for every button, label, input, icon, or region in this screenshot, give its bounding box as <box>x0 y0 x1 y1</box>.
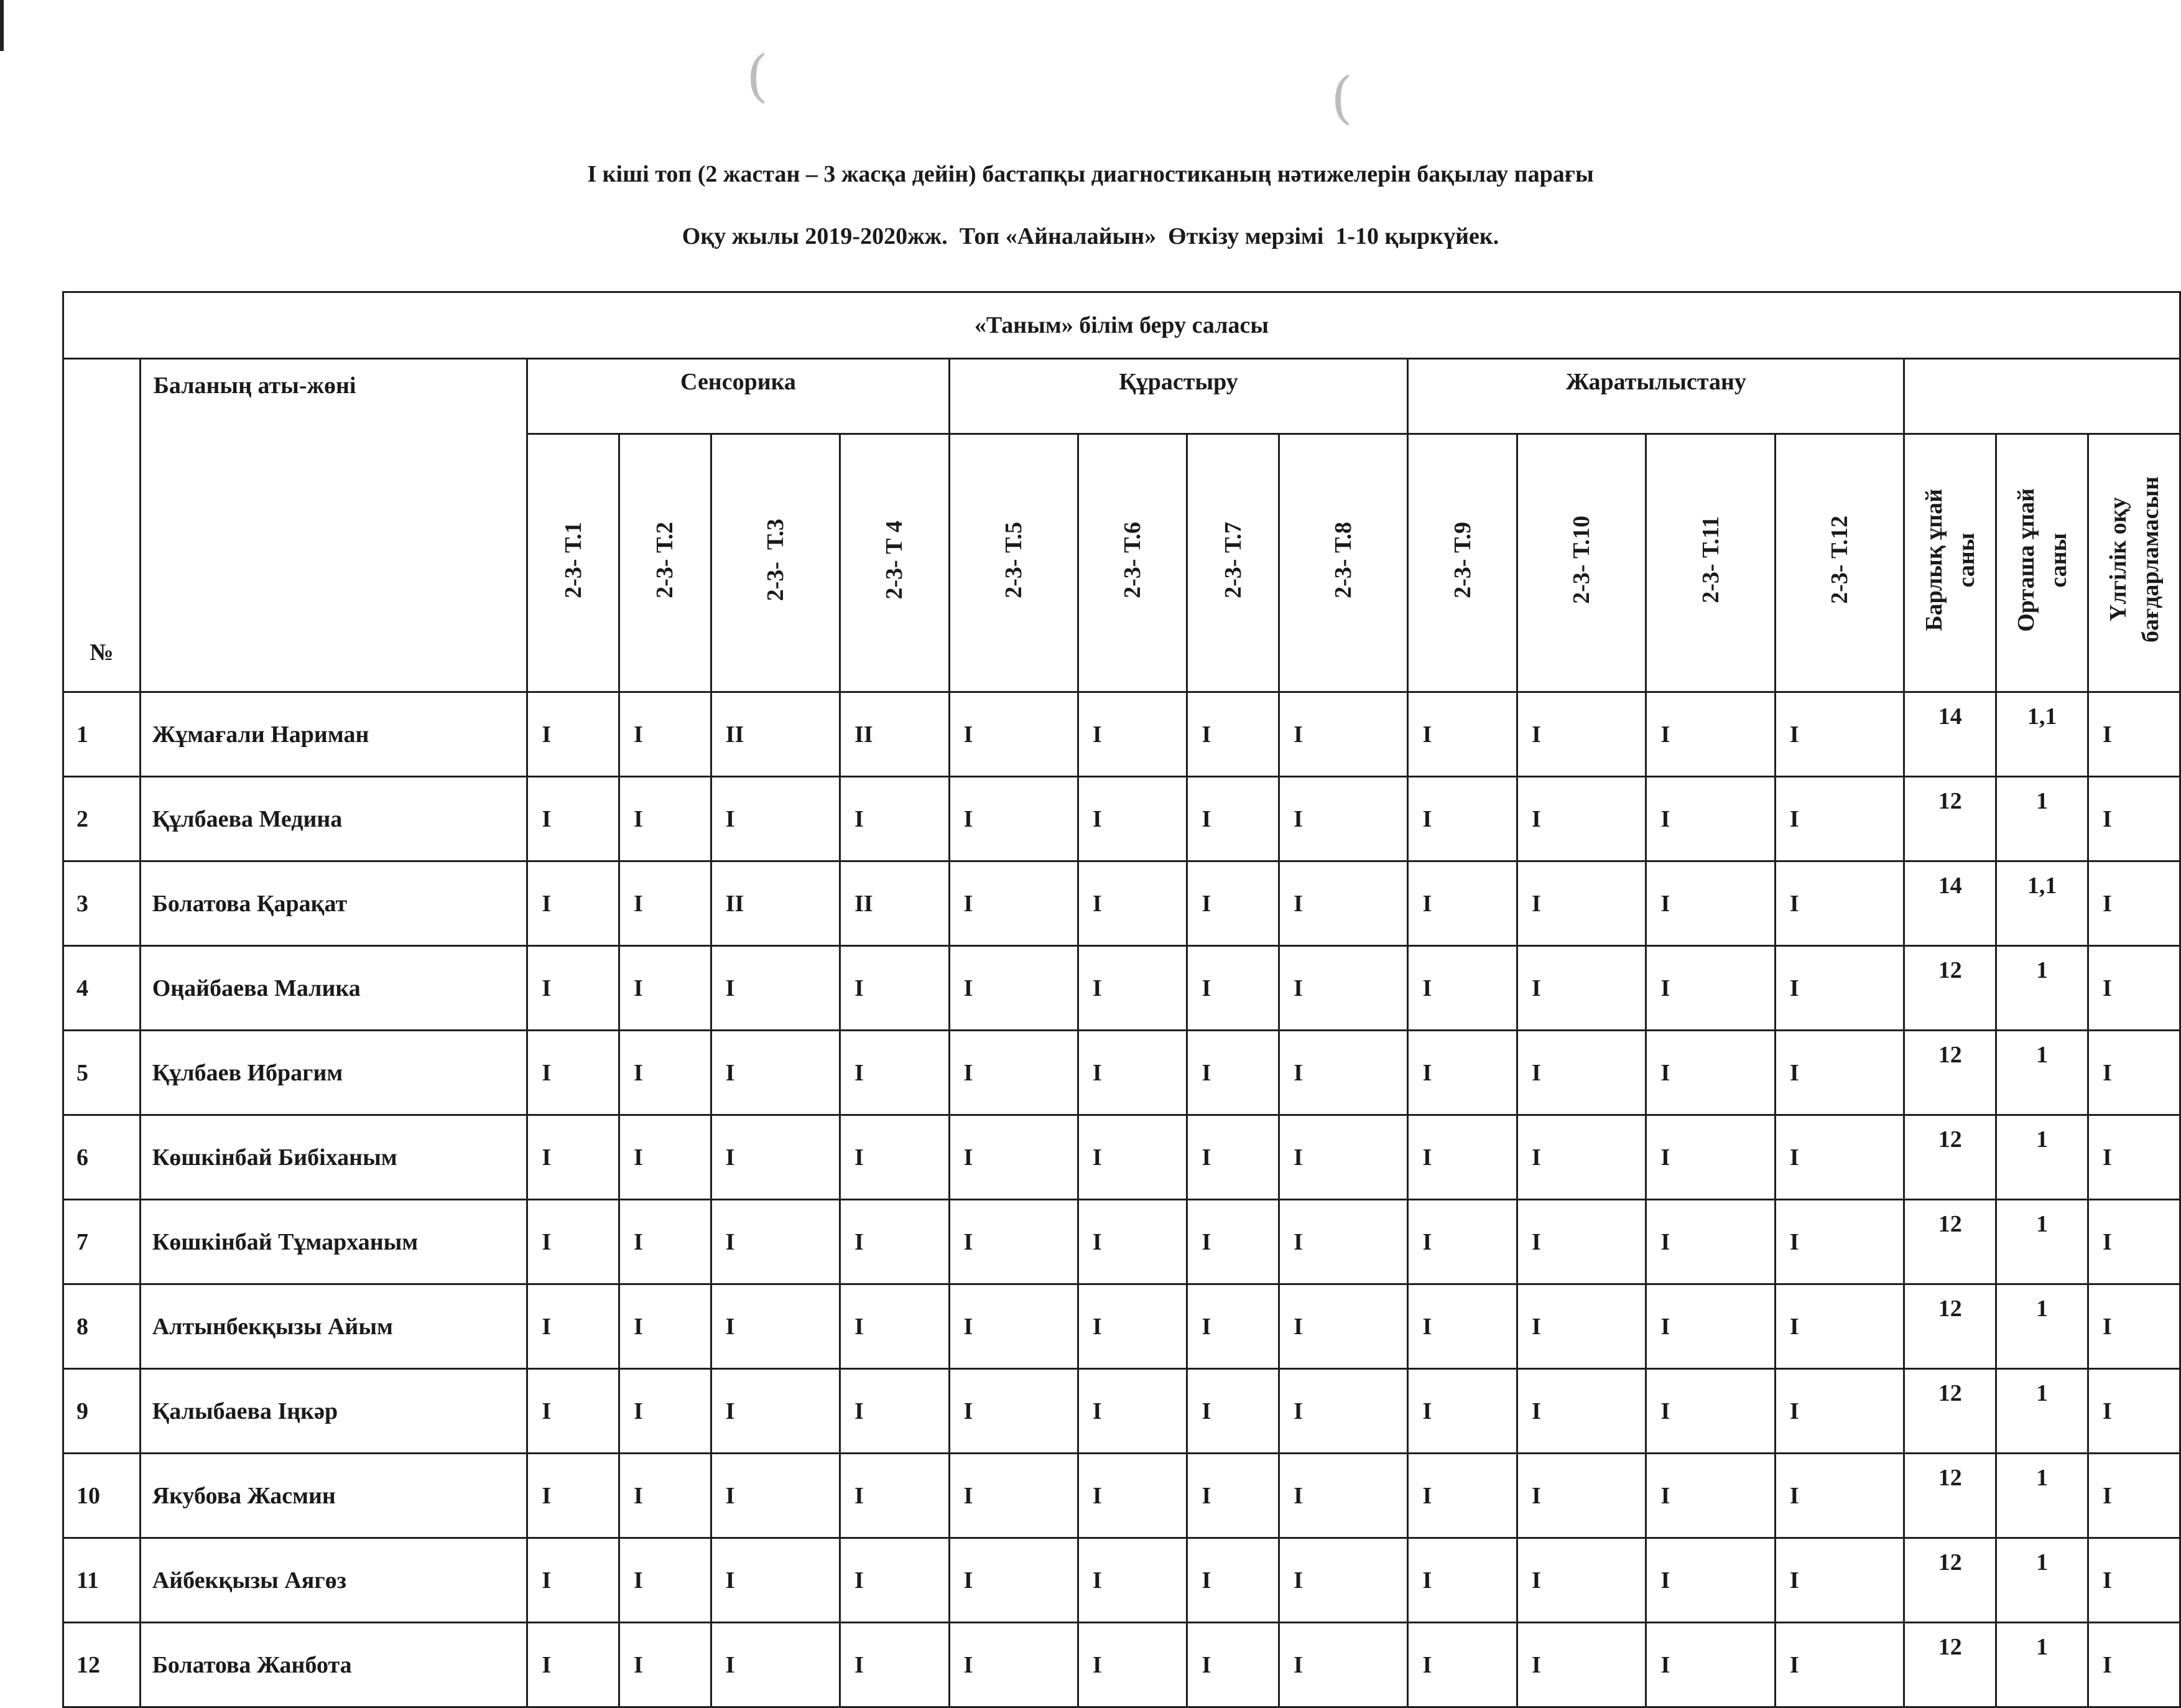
task-score: І <box>1187 1200 1279 1284</box>
task-header <box>619 434 711 692</box>
task-score: І <box>1078 692 1187 777</box>
task-score: І <box>527 692 619 777</box>
task-score: І <box>1279 1284 1408 1369</box>
task-score: І <box>1279 692 1408 777</box>
group-header-sensorika: Сенсорика <box>527 359 949 434</box>
child-name: Алтынбекқызы Айым <box>140 1284 527 1369</box>
task-score: І <box>949 1538 1078 1623</box>
task-score: І <box>1775 1369 1904 1454</box>
task-score: І <box>1775 692 1904 777</box>
task-score: І <box>619 1538 711 1623</box>
task-score: І <box>949 1284 1078 1369</box>
task-score: І <box>949 777 1078 861</box>
task-score: І <box>1279 1623 1408 1707</box>
total-score: 12 <box>1904 777 1996 861</box>
summary-group-header <box>1904 359 2180 434</box>
program-level: І <box>2088 777 2180 861</box>
table-row <box>63 1623 2180 1707</box>
task-score: І <box>1078 1284 1187 1369</box>
task-header-label: 2-3- Т.9 <box>1449 521 1476 598</box>
program-level: І <box>2088 1454 2180 1538</box>
task-score: І <box>949 1623 1078 1707</box>
total-score: 12 <box>1904 1454 1996 1538</box>
task-header <box>1517 434 1646 692</box>
task-score: І <box>1408 692 1517 777</box>
task-score: І <box>1517 777 1646 861</box>
task-score: ІІ <box>711 692 840 777</box>
task-score: І <box>527 1538 619 1623</box>
task-score: І <box>1279 1369 1408 1454</box>
task-score: І <box>1775 861 1904 946</box>
total-score: 12 <box>1904 1369 1996 1454</box>
task-score: І <box>949 1200 1078 1284</box>
task-score: І <box>1187 1115 1279 1200</box>
task-score: І <box>619 946 711 1031</box>
task-score: І <box>1078 861 1187 946</box>
task-header-label: 2-3- Т.5 <box>1000 521 1027 598</box>
row-number: 12 <box>63 1623 141 1707</box>
task-score: І <box>1517 946 1646 1031</box>
task-score: І <box>1408 861 1517 946</box>
task-score: І <box>1279 1031 1408 1115</box>
task-score: І <box>1279 946 1408 1031</box>
task-header <box>1646 434 1775 692</box>
task-header-label: 2-3- Т.8 <box>1330 521 1357 598</box>
program-level: І <box>2088 1200 2180 1284</box>
task-score: І <box>711 1200 840 1284</box>
total-score-header-label: Барлық ұпай саны <box>1920 488 1980 631</box>
child-name: Құлбаев Ибрагим <box>140 1031 527 1115</box>
task-header-label: 2-3- Т.3 <box>762 518 789 601</box>
row-number: 4 <box>63 946 141 1031</box>
table-row <box>63 1200 2180 1284</box>
row-number: 10 <box>63 1454 141 1538</box>
task-score: І <box>1187 1369 1279 1454</box>
task-score: І <box>1646 1115 1775 1200</box>
total-score: 12 <box>1904 1200 1996 1284</box>
task-score: І <box>619 861 711 946</box>
task-score: І <box>619 1454 711 1538</box>
average-score: 1 <box>1996 1200 2088 1284</box>
scan-mark-right: ( <box>1331 65 1353 131</box>
row-number: 7 <box>63 1200 141 1284</box>
task-score: І <box>1279 777 1408 861</box>
program-level: І <box>2088 692 2180 777</box>
task-score: І <box>840 946 950 1031</box>
task-score: І <box>1279 861 1408 946</box>
task-header-label: 2-3- Т 4 <box>881 520 908 600</box>
task-header <box>1775 434 1904 692</box>
task-score: І <box>840 1031 950 1115</box>
table-row <box>63 777 2180 861</box>
task-score: І <box>949 861 1078 946</box>
row-number: 8 <box>63 1284 141 1369</box>
task-score: І <box>619 1284 711 1369</box>
average-score-header-label: Орташа ұпай саны <box>2012 488 2072 632</box>
task-score: І <box>1187 777 1279 861</box>
task-score: І <box>949 1031 1078 1115</box>
table-row <box>63 1031 2180 1115</box>
task-score: І <box>527 1031 619 1115</box>
task-score: І <box>1408 946 1517 1031</box>
task-score: І <box>1775 1623 1904 1707</box>
task-score: І <box>1517 1284 1646 1369</box>
program-level: І <box>2088 861 2180 946</box>
task-header <box>711 434 840 692</box>
program-level: І <box>2088 1031 2180 1115</box>
task-score: І <box>949 692 1078 777</box>
task-score: І <box>527 1115 619 1200</box>
task-score: І <box>840 1284 950 1369</box>
task-score: І <box>1187 692 1279 777</box>
task-score: І <box>711 1623 840 1707</box>
task-score: І <box>1775 1031 1904 1115</box>
task-score: І <box>1279 1115 1408 1200</box>
task-score: І <box>619 1369 711 1454</box>
task-score: І <box>1408 777 1517 861</box>
task-score: І <box>1408 1454 1517 1538</box>
task-score: І <box>1408 1284 1517 1369</box>
program-level-header-label: Үлгілік оқу бағдарламасын <box>2105 476 2164 643</box>
row-number: 11 <box>63 1538 141 1623</box>
total-score: 12 <box>1904 1623 1996 1707</box>
task-header <box>1187 434 1279 692</box>
task-score: І <box>619 692 711 777</box>
task-score: І <box>1775 1538 1904 1623</box>
page-subtitle: Оқу жылы 2019-2020жж. Топ «Айналайын» Өткізу мерзімі 1-10 қыркүйек. <box>682 223 1499 249</box>
program-level: І <box>2088 1623 2180 1707</box>
page-title: І кіші топ (2 жастан – 3 жасқа дейін) бастапқы диагностиканың нәтижелерін бақылау парағы <box>587 161 1594 187</box>
task-score: І <box>619 777 711 861</box>
table-row <box>63 692 2180 777</box>
table-row <box>63 1115 2180 1200</box>
child-name: Якубова Жасмин <box>140 1454 527 1538</box>
diagnostics-table <box>62 291 2181 1708</box>
task-score: І <box>840 1115 950 1200</box>
task-score: І <box>1408 1538 1517 1623</box>
total-score: 14 <box>1904 692 1996 777</box>
child-name: Болатова Жанбота <box>140 1623 527 1707</box>
child-name: Айбекқызы Аягөз <box>140 1538 527 1623</box>
task-header <box>949 434 1078 692</box>
task-score: І <box>840 777 950 861</box>
task-score: І <box>949 1454 1078 1538</box>
row-number: 2 <box>63 777 141 861</box>
task-score: І <box>711 1538 840 1623</box>
group-header-zharatylystanu: Жаратылыстану <box>1408 359 1904 434</box>
task-score: І <box>619 1623 711 1707</box>
total-score-header <box>1904 434 1996 692</box>
task-score: І <box>1279 1538 1408 1623</box>
task-score: І <box>1078 1538 1187 1623</box>
task-score: І <box>1078 1200 1187 1284</box>
row-number: 6 <box>63 1115 141 1200</box>
task-score: І <box>1187 1623 1279 1707</box>
task-score: І <box>527 777 619 861</box>
task-score: І <box>1517 692 1646 777</box>
task-score: І <box>1517 861 1646 946</box>
total-score: 14 <box>1904 861 1996 946</box>
task-score: І <box>1187 861 1279 946</box>
task-score: І <box>1646 777 1775 861</box>
task-score: І <box>527 1454 619 1538</box>
row-number: 5 <box>63 1031 141 1115</box>
task-score: І <box>711 1454 840 1538</box>
task-score: І <box>1517 1031 1646 1115</box>
task-score: І <box>1279 1200 1408 1284</box>
task-score: І <box>711 777 840 861</box>
task-header <box>527 434 619 692</box>
task-score: І <box>527 1369 619 1454</box>
task-header-label: 2-3- Т.6 <box>1119 521 1146 598</box>
task-score: І <box>1517 1623 1646 1707</box>
average-score: 1 <box>1996 1115 2088 1200</box>
number-header: № <box>63 359 141 692</box>
child-name: Жұмағали Нариман <box>140 692 527 777</box>
task-score: І <box>840 1623 950 1707</box>
task-score: І <box>1408 1031 1517 1115</box>
task-score: І <box>1187 1538 1279 1623</box>
program-level: І <box>2088 1284 2180 1369</box>
table-row <box>63 1454 2180 1538</box>
task-score: І <box>1078 1369 1187 1454</box>
task-score: І <box>1775 777 1904 861</box>
task-score: І <box>1646 946 1775 1031</box>
task-header-label: 2-3- Т.10 <box>1568 516 1595 604</box>
task-score: ІІ <box>840 861 950 946</box>
task-score: І <box>1078 1623 1187 1707</box>
child-name: Болатова Қарақат <box>140 861 527 946</box>
average-score: 1 <box>1996 946 2088 1031</box>
task-score: І <box>1646 1031 1775 1115</box>
average-score: 1 <box>1996 1369 2088 1454</box>
task-score: І <box>711 1369 840 1454</box>
task-score: І <box>711 1115 840 1200</box>
task-header <box>1279 434 1408 692</box>
child-name: Қалыбаева Іңкәр <box>140 1369 527 1454</box>
task-score: І <box>619 1115 711 1200</box>
average-score: 1 <box>1996 1031 2088 1115</box>
task-score: І <box>1646 861 1775 946</box>
task-header <box>1408 434 1517 692</box>
task-score: І <box>1646 1538 1775 1623</box>
child-name: Көшкінбай Тұмарханым <box>140 1200 527 1284</box>
child-name: Оңайбаева Малика <box>140 946 527 1031</box>
table-row <box>63 1369 2180 1454</box>
task-score: І <box>840 1538 950 1623</box>
scan-edge <box>0 0 4 51</box>
scan-mark-left: ( <box>746 44 769 109</box>
group-header-qurastyru: Құрастыру <box>949 359 1408 434</box>
task-score: І <box>840 1369 950 1454</box>
task-score: І <box>1408 1369 1517 1454</box>
task-score: І <box>619 1200 711 1284</box>
task-header <box>840 434 950 692</box>
program-level: І <box>2088 1369 2180 1454</box>
task-score: І <box>1408 1623 1517 1707</box>
total-score: 12 <box>1904 1284 1996 1369</box>
average-score: 1,1 <box>1996 692 2088 777</box>
task-score: І <box>1517 1200 1646 1284</box>
child-name: Көшкінбай Бибіханым <box>140 1115 527 1200</box>
task-score: І <box>1078 1115 1187 1200</box>
task-score: І <box>527 946 619 1031</box>
total-score: 12 <box>1904 1538 1996 1623</box>
table-row <box>63 1284 2180 1369</box>
task-score: І <box>1646 1623 1775 1707</box>
task-header-label: 2-3- Т.11 <box>1697 516 1724 603</box>
task-score: І <box>1078 1454 1187 1538</box>
task-score: І <box>1187 946 1279 1031</box>
task-score: І <box>1646 1454 1775 1538</box>
total-score: 12 <box>1904 946 1996 1031</box>
task-score: І <box>1646 692 1775 777</box>
task-score: І <box>840 1200 950 1284</box>
task-score: І <box>949 946 1078 1031</box>
task-score: І <box>1078 1031 1187 1115</box>
task-score: ІІ <box>711 861 840 946</box>
task-score: І <box>1775 1115 1904 1200</box>
average-score-header <box>1996 434 2088 692</box>
task-score: І <box>1517 1115 1646 1200</box>
task-score: І <box>949 1369 1078 1454</box>
table-row <box>63 1538 2180 1623</box>
task-score: І <box>1187 1454 1279 1538</box>
task-score: І <box>949 1115 1078 1200</box>
task-score: І <box>1078 946 1187 1031</box>
task-score: І <box>711 946 840 1031</box>
task-score: І <box>1517 1369 1646 1454</box>
task-score: І <box>1187 1284 1279 1369</box>
task-score: І <box>1775 946 1904 1031</box>
task-score: І <box>1646 1200 1775 1284</box>
task-score: І <box>1775 1284 1904 1369</box>
row-number: 3 <box>63 861 141 946</box>
task-score: І <box>527 1284 619 1369</box>
name-header: Баланың аты-жөні <box>140 359 527 692</box>
row-number: 1 <box>63 692 141 777</box>
table-body <box>63 692 2180 1707</box>
task-score: І <box>1408 1115 1517 1200</box>
child-name: Құлбаева Медина <box>140 777 527 861</box>
program-level-header <box>2088 434 2180 692</box>
program-level: І <box>2088 1115 2180 1200</box>
average-score: 1 <box>1996 777 2088 861</box>
task-score: ІІ <box>840 692 950 777</box>
task-score: І <box>1646 1369 1775 1454</box>
domain-header: «Таным» білім беру саласы <box>63 292 2180 359</box>
task-score: І <box>527 861 619 946</box>
table-row <box>63 946 2180 1031</box>
row-number: 9 <box>63 1369 141 1454</box>
task-header-label: 2-3- Т.1 <box>560 521 586 598</box>
task-score: І <box>1517 1454 1646 1538</box>
task-score: І <box>1408 1200 1517 1284</box>
task-score: І <box>1646 1284 1775 1369</box>
task-score: І <box>1078 777 1187 861</box>
task-score: І <box>1517 1538 1646 1623</box>
average-score: 1,1 <box>1996 861 2088 946</box>
task-score: І <box>711 1284 840 1369</box>
task-score: І <box>527 1623 619 1707</box>
total-score: 12 <box>1904 1115 1996 1200</box>
task-score: І <box>1279 1454 1408 1538</box>
task-score: І <box>711 1031 840 1115</box>
task-score: І <box>1775 1200 1904 1284</box>
task-header-label: 2-3- Т.2 <box>652 521 678 598</box>
program-level: І <box>2088 1538 2180 1623</box>
total-score: 12 <box>1904 1031 1996 1115</box>
average-score: 1 <box>1996 1454 2088 1538</box>
task-score: І <box>840 1454 950 1538</box>
average-score: 1 <box>1996 1284 2088 1369</box>
task-score: І <box>527 1200 619 1284</box>
task-header-label: 2-3- Т.12 <box>1827 516 1853 604</box>
average-score: 1 <box>1996 1623 2088 1707</box>
average-score: 1 <box>1996 1538 2088 1623</box>
task-score: І <box>619 1031 711 1115</box>
task-header-label: 2-3- Т.7 <box>1220 521 1246 598</box>
task-score: І <box>1187 1031 1279 1115</box>
table-row <box>63 861 2180 946</box>
task-header <box>1078 434 1187 692</box>
program-level: І <box>2088 946 2180 1031</box>
task-score: І <box>1775 1454 1904 1538</box>
